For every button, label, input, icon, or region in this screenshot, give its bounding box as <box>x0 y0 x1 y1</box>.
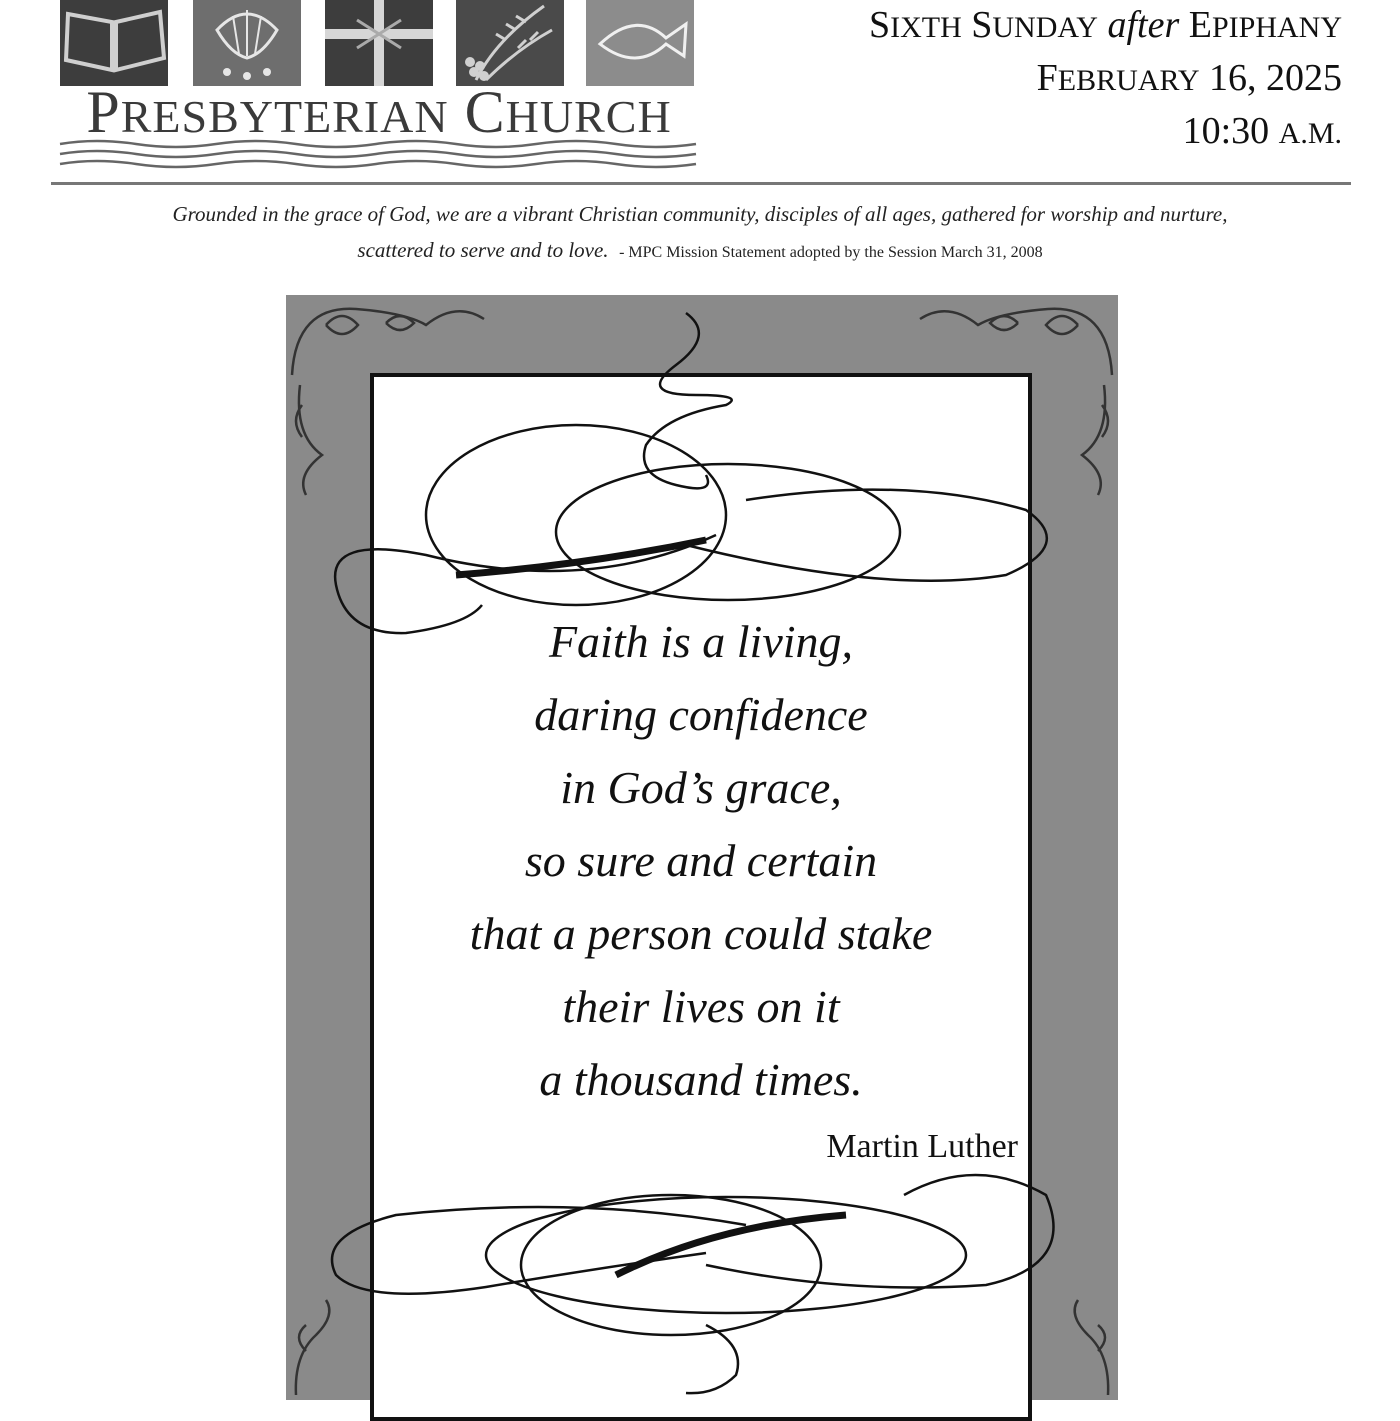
church-logo <box>56 0 702 175</box>
wheat-grapes-icon <box>456 0 564 86</box>
quote-line: that a person could stake <box>469 908 933 959</box>
quote-line: their lives on it <box>562 981 840 1032</box>
quote-line: a thousand times. <box>539 1054 863 1105</box>
fish-icon <box>586 0 694 86</box>
corner-ornament-top-right <box>920 309 1112 495</box>
mission-line-1: Grounded in the grace of God, we are a vibrant Christian community, disciples of all ages, gathered for worship and nurture, <box>172 202 1228 226</box>
quote-author: Martin Luther <box>826 1128 1018 1165</box>
mission-line-2: scattered to serve and to love. - MPC Mission Statement adopted by the Session March 31, 2008 <box>357 238 1043 262</box>
corner-ornament-bottom-left <box>296 1300 330 1395</box>
quote-line: in God’s grace, <box>560 762 842 813</box>
shell-water-icon <box>193 0 301 86</box>
mission-statement <box>70 196 1330 271</box>
quote-line: so sure and certain <box>524 835 878 886</box>
corner-ornament-bottom-right <box>1075 1300 1109 1395</box>
top-flourish <box>335 313 1047 633</box>
corner-ornament-top-left <box>292 309 484 495</box>
open-bible-icon <box>60 0 168 86</box>
bottom-flourish <box>332 1175 1054 1393</box>
church-name: PRESBYTERIAN CHURCH <box>86 79 672 145</box>
service-time: 10:30 A.M. <box>1182 110 1342 152</box>
service-info <box>869 0 1342 159</box>
waves-decoration <box>56 138 702 170</box>
cross-icon <box>325 0 433 86</box>
service-occasion: SIXTH SUNDAY after EPIPHANY <box>868 4 1342 46</box>
service-date: FEBRUARY 16, 2025 <box>1036 57 1342 99</box>
quote-line: daring confidence <box>534 689 868 740</box>
header-divider <box>51 182 1351 185</box>
mission-credit: - MPC Mission Statement adopted by the Session March 31, 2008 <box>619 244 1043 261</box>
luther-quote <box>374 605 1028 1116</box>
quote-line: Faith is a living, <box>548 616 854 667</box>
